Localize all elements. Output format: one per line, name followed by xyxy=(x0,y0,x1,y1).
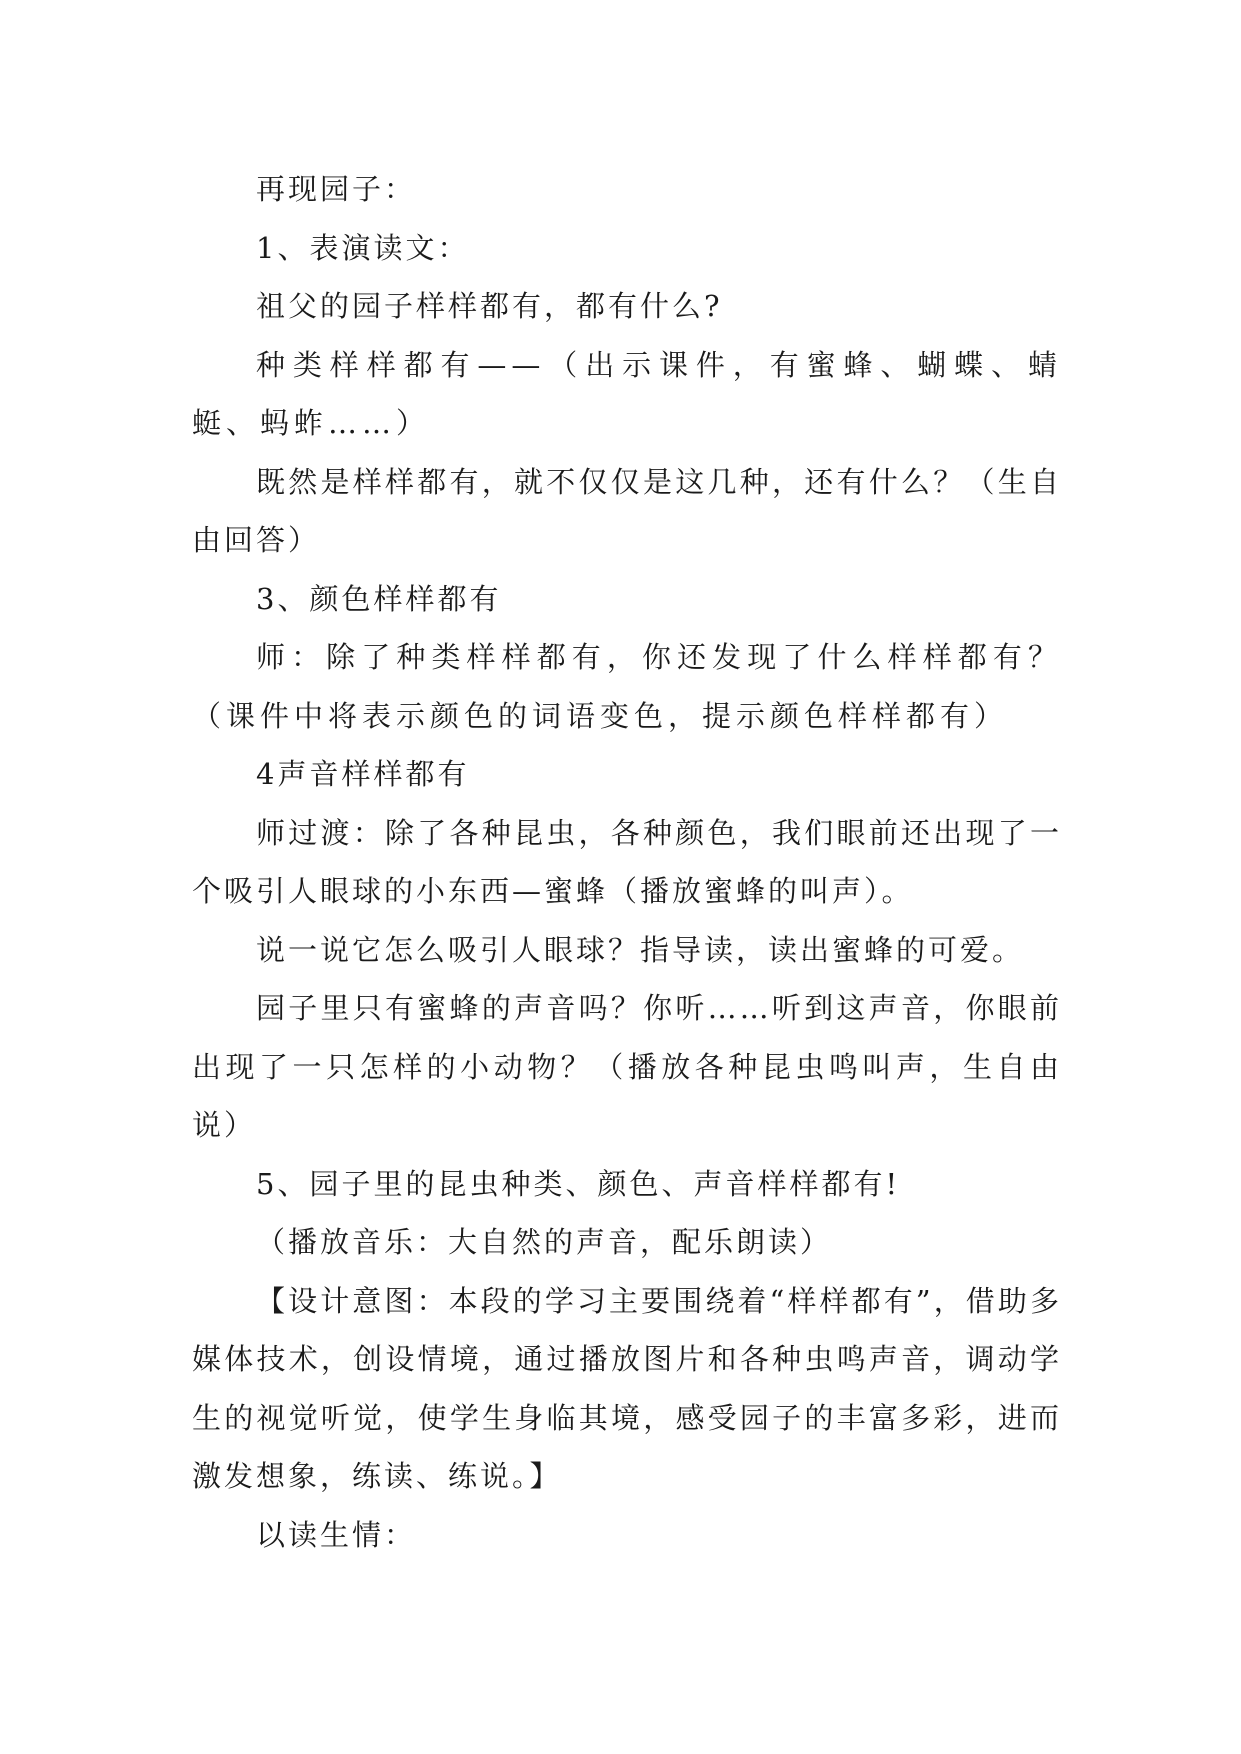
paragraph-heading-recreate-garden: 再现园子： xyxy=(256,172,417,206)
paragraph-only-bees: 园子里只有蜜蜂的声音吗？你听……听到这声音，你眼前出现了一只怎样的小动物？（播放各种昆虫鸣叫声，生自由说） xyxy=(192,991,1062,1142)
paragraph-music: （播放音乐：大自然的声音，配乐朗读） xyxy=(256,1225,833,1259)
paragraph-teacher-colors: 师：除了种类样样都有，你还发现了什么样样都有？（课件中将表示颜色的词语变色，提示颜色样样都有） xyxy=(192,640,1062,733)
paragraph-step-1: 1、表演读文： xyxy=(256,230,470,265)
paragraph-species: 种类样样都有——（出示课件，有蜜蜂、蝴蝶、蜻蜓、蚂蚱……） xyxy=(192,347,1062,440)
document-body xyxy=(192,160,1062,1564)
paragraph-design-intent: 【设计意图：本段的学习主要围绕着“样样都有”，借助多媒体技术，创设情境，通过播放图片和各种虫鸣声音，调动学生的视觉听觉，使学生身临其境，感受园子的丰富多彩，进而激发想象，练读、练说。】 xyxy=(192,1283,1062,1493)
paragraph-say-it: 说一说它怎么吸引人眼球？指导读，读出蜜蜂的可爱。 xyxy=(256,932,1025,967)
paragraph-teacher-transition: 师过渡：除了各种昆虫，各种颜色，我们眼前还出现了一个吸引人眼球的小东西—蜜蜂（播放蜜蜂的叫声）。 xyxy=(192,815,1062,908)
paragraph-step-4: 4声音样样都有 xyxy=(256,757,470,791)
paragraph-step-5: 5、园子里的昆虫种类、颜色、声音样样都有! xyxy=(256,1166,901,1201)
paragraph-read-emotion: 以读生情： xyxy=(256,1517,417,1552)
paragraph-question: 祖父的园子样样都有，都有什么? xyxy=(256,289,723,323)
paragraph-step-3: 3、颜色样样都有 xyxy=(256,581,502,616)
paragraph-what-else: 既然是样样都有，就不仅仅是这几种，还有什么？（生自由回答） xyxy=(192,464,1062,557)
